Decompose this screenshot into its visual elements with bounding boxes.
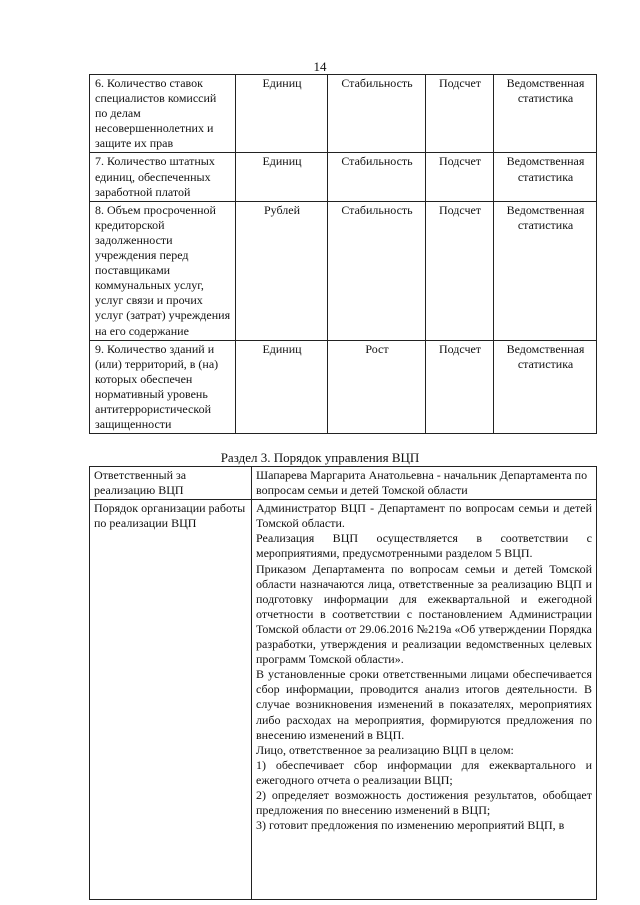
procedure-paragraph: Администратор ВЦП - Департамент по вопросам семьи и детей Томской области. — [256, 501, 592, 531]
indicator-unit: Единиц — [236, 340, 328, 434]
indicator-source: Ведомственная статистика — [494, 153, 597, 201]
indicator-method: Подсчет — [426, 340, 494, 434]
procedure-paragraph: 2) определяет возможность достижения результатов, обобщает предложения по внесению изменений в ВЦП; — [256, 787, 592, 818]
indicator-method: Подсчет — [426, 153, 494, 201]
indicator-trend: Стабильность — [328, 153, 426, 201]
table-row — [90, 153, 597, 201]
table-row — [90, 500, 597, 900]
indicator-source: Ведомственная статистика — [494, 340, 597, 434]
table-row — [90, 201, 597, 340]
indicator-method: Подсчет — [426, 75, 494, 153]
table-row — [90, 467, 597, 500]
indicator-trend: Стабильность — [328, 75, 426, 153]
procedure-paragraph: В установленные сроки ответственными лицами обеспечивается сбор информации, проводится анализ итогов деятельности. В случае возникновения изменений в показателях, мероприятиях либо расходах на мероприятия, формируются предложения по внесению изменений в ВЦП. — [256, 667, 592, 742]
page-number: 14 — [313, 59, 327, 74]
indicator-source: Ведомственная статистика — [494, 75, 597, 153]
procedure-paragraph: Приказом Департамента по вопросам семьи и детей Томской области назначаются лица, ответственные за реализацию ВЦП и подготовку информации для ежеквартальной и ежегодной отчетности в соответствии с постановлением Администрации Томской области от 29.06.2016 №219а «Об утверждении Порядка разработки, утверждения и реализации ведомственных целевых программ Томской области». — [256, 561, 592, 667]
procedure-paragraph: 1) обеспечивает сбор информации для ежеквартального и ежегодного отчета о реализации ВЦП; — [256, 757, 592, 787]
procedure-paragraph: 3) готовит предложения по изменению мероприятий ВЦП, в — [256, 818, 565, 833]
procedure-paragraph: Реализация ВЦП осуществляется в соответствии с мероприятиями, предусмотренными разделом 5 ВЦП. — [256, 531, 592, 561]
indicator-name: 7. Количество штатных единиц, обеспеченных заработной платой — [90, 153, 236, 201]
indicator-source: Ведомственная статистика — [494, 201, 597, 340]
indicator-name: 8. Объем просроченной кредиторской задолженности учреждения перед поставщиками коммунальных услуг, услуг связи и прочих услуг (затрат) учреждения на его содержание — [90, 201, 236, 340]
responsible-label: Ответственный за реализацию ВЦП — [90, 467, 252, 500]
indicator-name: 6. Количество ставок специалистов комиссий по делам несовершеннолетних и защите их прав — [90, 75, 236, 153]
procedure-text — [252, 500, 597, 900]
indicator-trend: Рост — [328, 340, 426, 434]
indicator-method: Подсчет — [426, 201, 494, 340]
indicator-trend: Стабильность — [328, 201, 426, 340]
management-table — [89, 466, 597, 900]
indicator-unit: Единиц — [236, 153, 328, 201]
indicators-table — [89, 74, 597, 434]
table-row — [90, 340, 597, 434]
indicator-name: 9. Количество зданий и (или) территорий, в (на) которых обеспечен нормативный уровень антитеррористической защищенности — [90, 340, 236, 434]
indicator-unit: Рублей — [236, 201, 328, 340]
table-row — [90, 75, 597, 153]
indicator-unit: Единиц — [236, 75, 328, 153]
procedure-label: Порядок организации работы по реализации ВЦП — [90, 500, 252, 900]
section-title: Раздел 3. Порядок управления ВЦП — [220, 450, 420, 465]
procedure-paragraph: Лицо, ответственное за реализацию ВЦП в целом: — [256, 742, 514, 757]
responsible-value: Шапарева Маргарита Анатольевна - начальник Департамента по вопросам семьи и детей Томской области — [252, 467, 597, 500]
